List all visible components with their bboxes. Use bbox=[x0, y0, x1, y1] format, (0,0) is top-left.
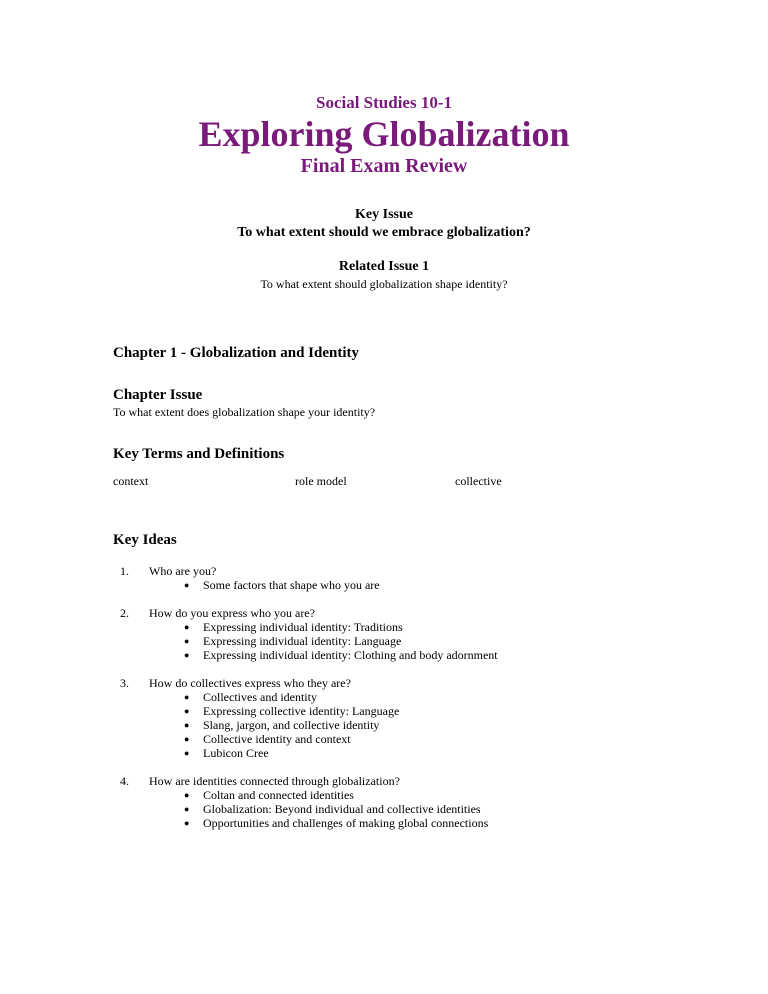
chapter-heading: Chapter 1 - Globalization and Identity bbox=[113, 345, 359, 361]
key-terms-heading: Key Terms and Definitions bbox=[113, 446, 285, 462]
idea-number: 4. bbox=[120, 774, 129, 788]
idea-point: Coltan and connected identities bbox=[203, 788, 354, 802]
course-name: Social Studies 10-1 bbox=[315, 93, 453, 112]
chapter-issue-question: To what extent does globalization shape your identity? bbox=[113, 405, 376, 419]
bullet-icon: ● bbox=[184, 580, 190, 590]
idea-point: Globalization: Beyond individual and collective identities bbox=[203, 802, 481, 816]
idea-point: Lubicon Cree bbox=[203, 746, 269, 760]
key-term: role model bbox=[295, 474, 347, 488]
bullet-icon: ● bbox=[184, 720, 190, 730]
bullet-icon: ● bbox=[184, 790, 190, 800]
idea-question: How are identities connected through globalization? bbox=[149, 774, 400, 788]
bullet-icon: ● bbox=[184, 622, 190, 632]
idea-point: Collective identity and context bbox=[203, 732, 351, 746]
idea-question: Who are you? bbox=[149, 564, 217, 578]
bullet-icon: ● bbox=[184, 706, 190, 716]
bullet-icon: ● bbox=[184, 636, 190, 646]
key-issue-question: To what extent should we embrace globalization? bbox=[237, 225, 531, 240]
idea-point: Slang, jargon, and collective identity bbox=[203, 718, 380, 732]
idea-point: Collectives and identity bbox=[203, 690, 317, 704]
key-term: context bbox=[113, 474, 149, 488]
bullet-icon: ● bbox=[184, 804, 190, 814]
key-term: collective bbox=[455, 474, 502, 488]
related-issue-label: Related Issue 1 bbox=[338, 259, 430, 274]
document-title: Exploring Globalization bbox=[198, 114, 570, 154]
bullet-icon: ● bbox=[184, 734, 190, 744]
bullet-icon: ● bbox=[184, 748, 190, 758]
chapter-issue-heading: Chapter Issue bbox=[113, 387, 203, 403]
key-ideas-heading: Key Ideas bbox=[113, 532, 177, 548]
idea-number: 1. bbox=[120, 564, 129, 578]
idea-point: Expressing collective identity: Language bbox=[203, 704, 400, 718]
idea-number: 3. bbox=[120, 676, 129, 690]
idea-question: How do you express who you are? bbox=[149, 606, 315, 620]
key-issue-label: Key Issue bbox=[355, 207, 413, 222]
bullet-icon: ● bbox=[184, 818, 190, 828]
idea-point: Expressing individual identity: Traditions bbox=[203, 620, 403, 634]
idea-point: Expressing individual identity: Clothing and body adornment bbox=[203, 648, 498, 662]
idea-question: How do collectives express who they are? bbox=[149, 676, 351, 690]
bullet-icon: ● bbox=[184, 692, 190, 702]
related-issue-question: To what extent should globalization shape identity? bbox=[260, 277, 508, 291]
idea-number: 2. bbox=[120, 606, 129, 620]
idea-point: Expressing individual identity: Language bbox=[203, 634, 402, 648]
document-subtitle: Final Exam Review bbox=[300, 155, 468, 177]
idea-point: Opportunities and challenges of making global connections bbox=[203, 816, 489, 830]
idea-point: Some factors that shape who you are bbox=[203, 578, 380, 592]
bullet-icon: ● bbox=[184, 650, 190, 660]
